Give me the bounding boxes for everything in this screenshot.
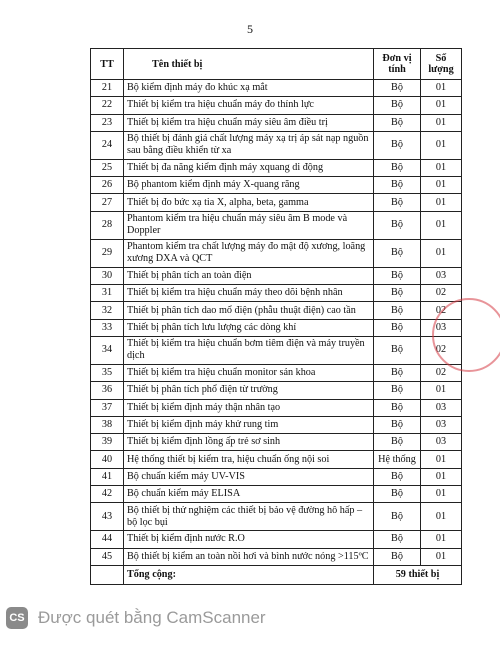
row-quantity: 03	[421, 319, 462, 336]
header-tt: TT	[91, 49, 124, 80]
row-unit: Bộ	[374, 97, 421, 114]
table-row	[91, 131, 462, 159]
table-row	[91, 503, 462, 531]
row-unit: Bộ	[374, 548, 421, 565]
row-unit: Bộ	[374, 114, 421, 131]
row-quantity: 03	[421, 416, 462, 433]
row-unit: Bộ	[374, 285, 421, 302]
total-empty-cell	[91, 565, 124, 584]
red-stamp	[432, 298, 500, 372]
row-quantity: 01	[421, 194, 462, 211]
table-header-row	[91, 49, 462, 80]
row-device-name: Thiết bị phân tích lưu lượng các dòng khí	[124, 319, 374, 336]
table-row	[91, 159, 462, 176]
row-unit: Bộ	[374, 80, 421, 97]
table-row	[91, 114, 462, 131]
total-value: 59 thiết bị	[374, 565, 462, 584]
table-row	[91, 416, 462, 433]
row-number: 41	[91, 468, 124, 485]
row-quantity: 01	[421, 177, 462, 194]
row-number: 38	[91, 416, 124, 433]
row-device-name: Thiết bị phân tích phổ điện từ trường	[124, 382, 374, 399]
equipment-table	[90, 48, 462, 585]
row-device-name: Thiết bị kiểm định máy khử rung tim	[124, 416, 374, 433]
row-quantity: 01	[421, 211, 462, 239]
row-quantity: 01	[421, 239, 462, 267]
row-device-name: Thiết bị kiểm tra hiệu chuẩn bơm tiêm điện và máy truyền dịch	[124, 336, 374, 364]
row-number: 32	[91, 302, 124, 319]
row-device-name: Phantom kiểm tra chất lượng máy đo mật độ xương, loãng xương DXA và QCT	[124, 239, 374, 267]
table-row	[91, 80, 462, 97]
scanner-watermark-text: Được quét bằng CamScanner	[38, 608, 266, 627]
table-row	[91, 285, 462, 302]
table-row	[91, 239, 462, 267]
row-number: 43	[91, 503, 124, 531]
row-number: 40	[91, 451, 124, 468]
table-row	[91, 364, 462, 381]
total-row	[91, 565, 462, 584]
row-quantity: 02	[421, 302, 462, 319]
table-row	[91, 531, 462, 548]
row-device-name: Bộ chuẩn kiểm máy UV-VIS	[124, 468, 374, 485]
row-quantity: 03	[421, 399, 462, 416]
row-device-name: Thiết bị phân tích dao mổ điện (phẫu thuật điện) cao tần	[124, 302, 374, 319]
row-number: 24	[91, 131, 124, 159]
row-unit: Bộ	[374, 364, 421, 381]
row-number: 37	[91, 399, 124, 416]
row-device-name: Phantom kiểm tra hiệu chuẩn máy siêu âm B mode và Doppler	[124, 211, 374, 239]
row-unit: Bộ	[374, 267, 421, 284]
table-row	[91, 319, 462, 336]
table-row	[91, 451, 462, 468]
page-number: 5	[247, 22, 253, 36]
row-number: 42	[91, 486, 124, 503]
table-row	[91, 468, 462, 485]
row-device-name: Bộ phantom kiểm định máy X-quang răng	[124, 177, 374, 194]
row-quantity: 01	[421, 382, 462, 399]
header-unit: Đơn vị tính	[374, 49, 421, 80]
table-row	[91, 302, 462, 319]
row-device-name: Bộ thiết bị kiểm an toàn nồi hơi và bình nước nóng >115ºC	[124, 548, 374, 565]
table-row	[91, 336, 462, 364]
row-device-name: Bộ thiết bị thử nghiệm các thiết bị bảo vệ đường hô hấp – bộ lọc bụi	[124, 503, 374, 531]
row-device-name: Thiết bị đo bức xạ tia X, alpha, beta, gamma	[124, 194, 374, 211]
row-device-name: Bộ chuẩn kiểm máy ELISA	[124, 486, 374, 503]
row-quantity: 02	[421, 336, 462, 364]
row-device-name: Thiết bị kiểm định máy thận nhân tạo	[124, 399, 374, 416]
table-row	[91, 97, 462, 114]
row-device-name: Thiết bị phân tích an toàn điện	[124, 267, 374, 284]
row-device-name: Thiết bị kiểm tra hiệu chuẩn monitor sản khoa	[124, 364, 374, 381]
row-unit: Bộ	[374, 159, 421, 176]
row-quantity: 01	[421, 97, 462, 114]
row-unit: Bộ	[374, 319, 421, 336]
row-unit: Bộ	[374, 399, 421, 416]
row-unit: Bộ	[374, 194, 421, 211]
row-unit: Bộ	[374, 177, 421, 194]
row-number: 28	[91, 211, 124, 239]
row-unit: Bộ	[374, 468, 421, 485]
row-quantity: 01	[421, 114, 462, 131]
total-label: Tổng cộng:	[124, 565, 374, 584]
row-unit: Bộ	[374, 336, 421, 364]
row-quantity: 01	[421, 531, 462, 548]
table-row	[91, 548, 462, 565]
row-unit: Bộ	[374, 211, 421, 239]
row-unit: Bộ	[374, 434, 421, 451]
row-number: 36	[91, 382, 124, 399]
header-name: Tên thiết bị	[124, 49, 374, 80]
row-number: 39	[91, 434, 124, 451]
row-quantity: 01	[421, 159, 462, 176]
table-row	[91, 177, 462, 194]
row-number: 45	[91, 548, 124, 565]
row-device-name: Bộ kiểm định máy đo khúc xạ mắt	[124, 80, 374, 97]
table-row	[91, 434, 462, 451]
row-device-name: Thiết bị kiểm tra hiệu chuẩn máy đo thính lực	[124, 97, 374, 114]
row-quantity: 01	[421, 486, 462, 503]
row-unit: Bộ	[374, 239, 421, 267]
row-quantity: 01	[421, 131, 462, 159]
row-quantity: 02	[421, 364, 462, 381]
row-quantity: 01	[421, 80, 462, 97]
row-number: 31	[91, 285, 124, 302]
row-device-name: Thiết bị kiểm tra hiệu chuẩn máy theo dõi bệnh nhân	[124, 285, 374, 302]
row-device-name: Thiết bị kiểm định nước R.O	[124, 531, 374, 548]
row-number: 33	[91, 319, 124, 336]
row-number: 30	[91, 267, 124, 284]
row-unit: Bộ	[374, 531, 421, 548]
row-unit: Bộ	[374, 302, 421, 319]
row-quantity: 03	[421, 267, 462, 284]
row-device-name: Bộ thiết bị đánh giá chất lượng máy xạ trị áp sát nạp nguồn sau bằng điều khiển từ xa	[124, 131, 374, 159]
scanner-footer	[0, 604, 500, 632]
row-number: 26	[91, 177, 124, 194]
row-device-name: Thiết bị kiểm tra hiệu chuẩn máy siêu âm điều trị	[124, 114, 374, 131]
row-quantity: 01	[421, 468, 462, 485]
row-unit: Bộ	[374, 131, 421, 159]
row-quantity: 01	[421, 503, 462, 531]
row-quantity: 03	[421, 434, 462, 451]
table-row	[91, 486, 462, 503]
row-device-name: Thiết bị kiểm định lồng ấp trẻ sơ sinh	[124, 434, 374, 451]
row-number: 29	[91, 239, 124, 267]
row-device-name: Thiết bị đa năng kiểm định máy xquang di động	[124, 159, 374, 176]
row-number: 34	[91, 336, 124, 364]
header-qty: Số lượng	[421, 49, 462, 80]
row-unit: Bộ	[374, 416, 421, 433]
row-number: 44	[91, 531, 124, 548]
row-number: 35	[91, 364, 124, 381]
row-number: 25	[91, 159, 124, 176]
row-unit: Bộ	[374, 486, 421, 503]
row-unit: Bộ	[374, 503, 421, 531]
row-quantity: 01	[421, 451, 462, 468]
table-row	[91, 399, 462, 416]
row-quantity: 01	[421, 548, 462, 565]
row-quantity: 02	[421, 285, 462, 302]
row-device-name: Hệ thống thiết bị kiểm tra, hiệu chuẩn ống nội soi	[124, 451, 374, 468]
row-unit: Hệ thống	[374, 451, 421, 468]
table-row	[91, 194, 462, 211]
row-number: 21	[91, 80, 124, 97]
table-row	[91, 267, 462, 284]
table-row	[91, 211, 462, 239]
row-number: 23	[91, 114, 124, 131]
row-number: 22	[91, 97, 124, 114]
camscanner-logo-icon: CS	[6, 607, 28, 629]
row-unit: Bộ	[374, 382, 421, 399]
row-number: 27	[91, 194, 124, 211]
table-row	[91, 382, 462, 399]
